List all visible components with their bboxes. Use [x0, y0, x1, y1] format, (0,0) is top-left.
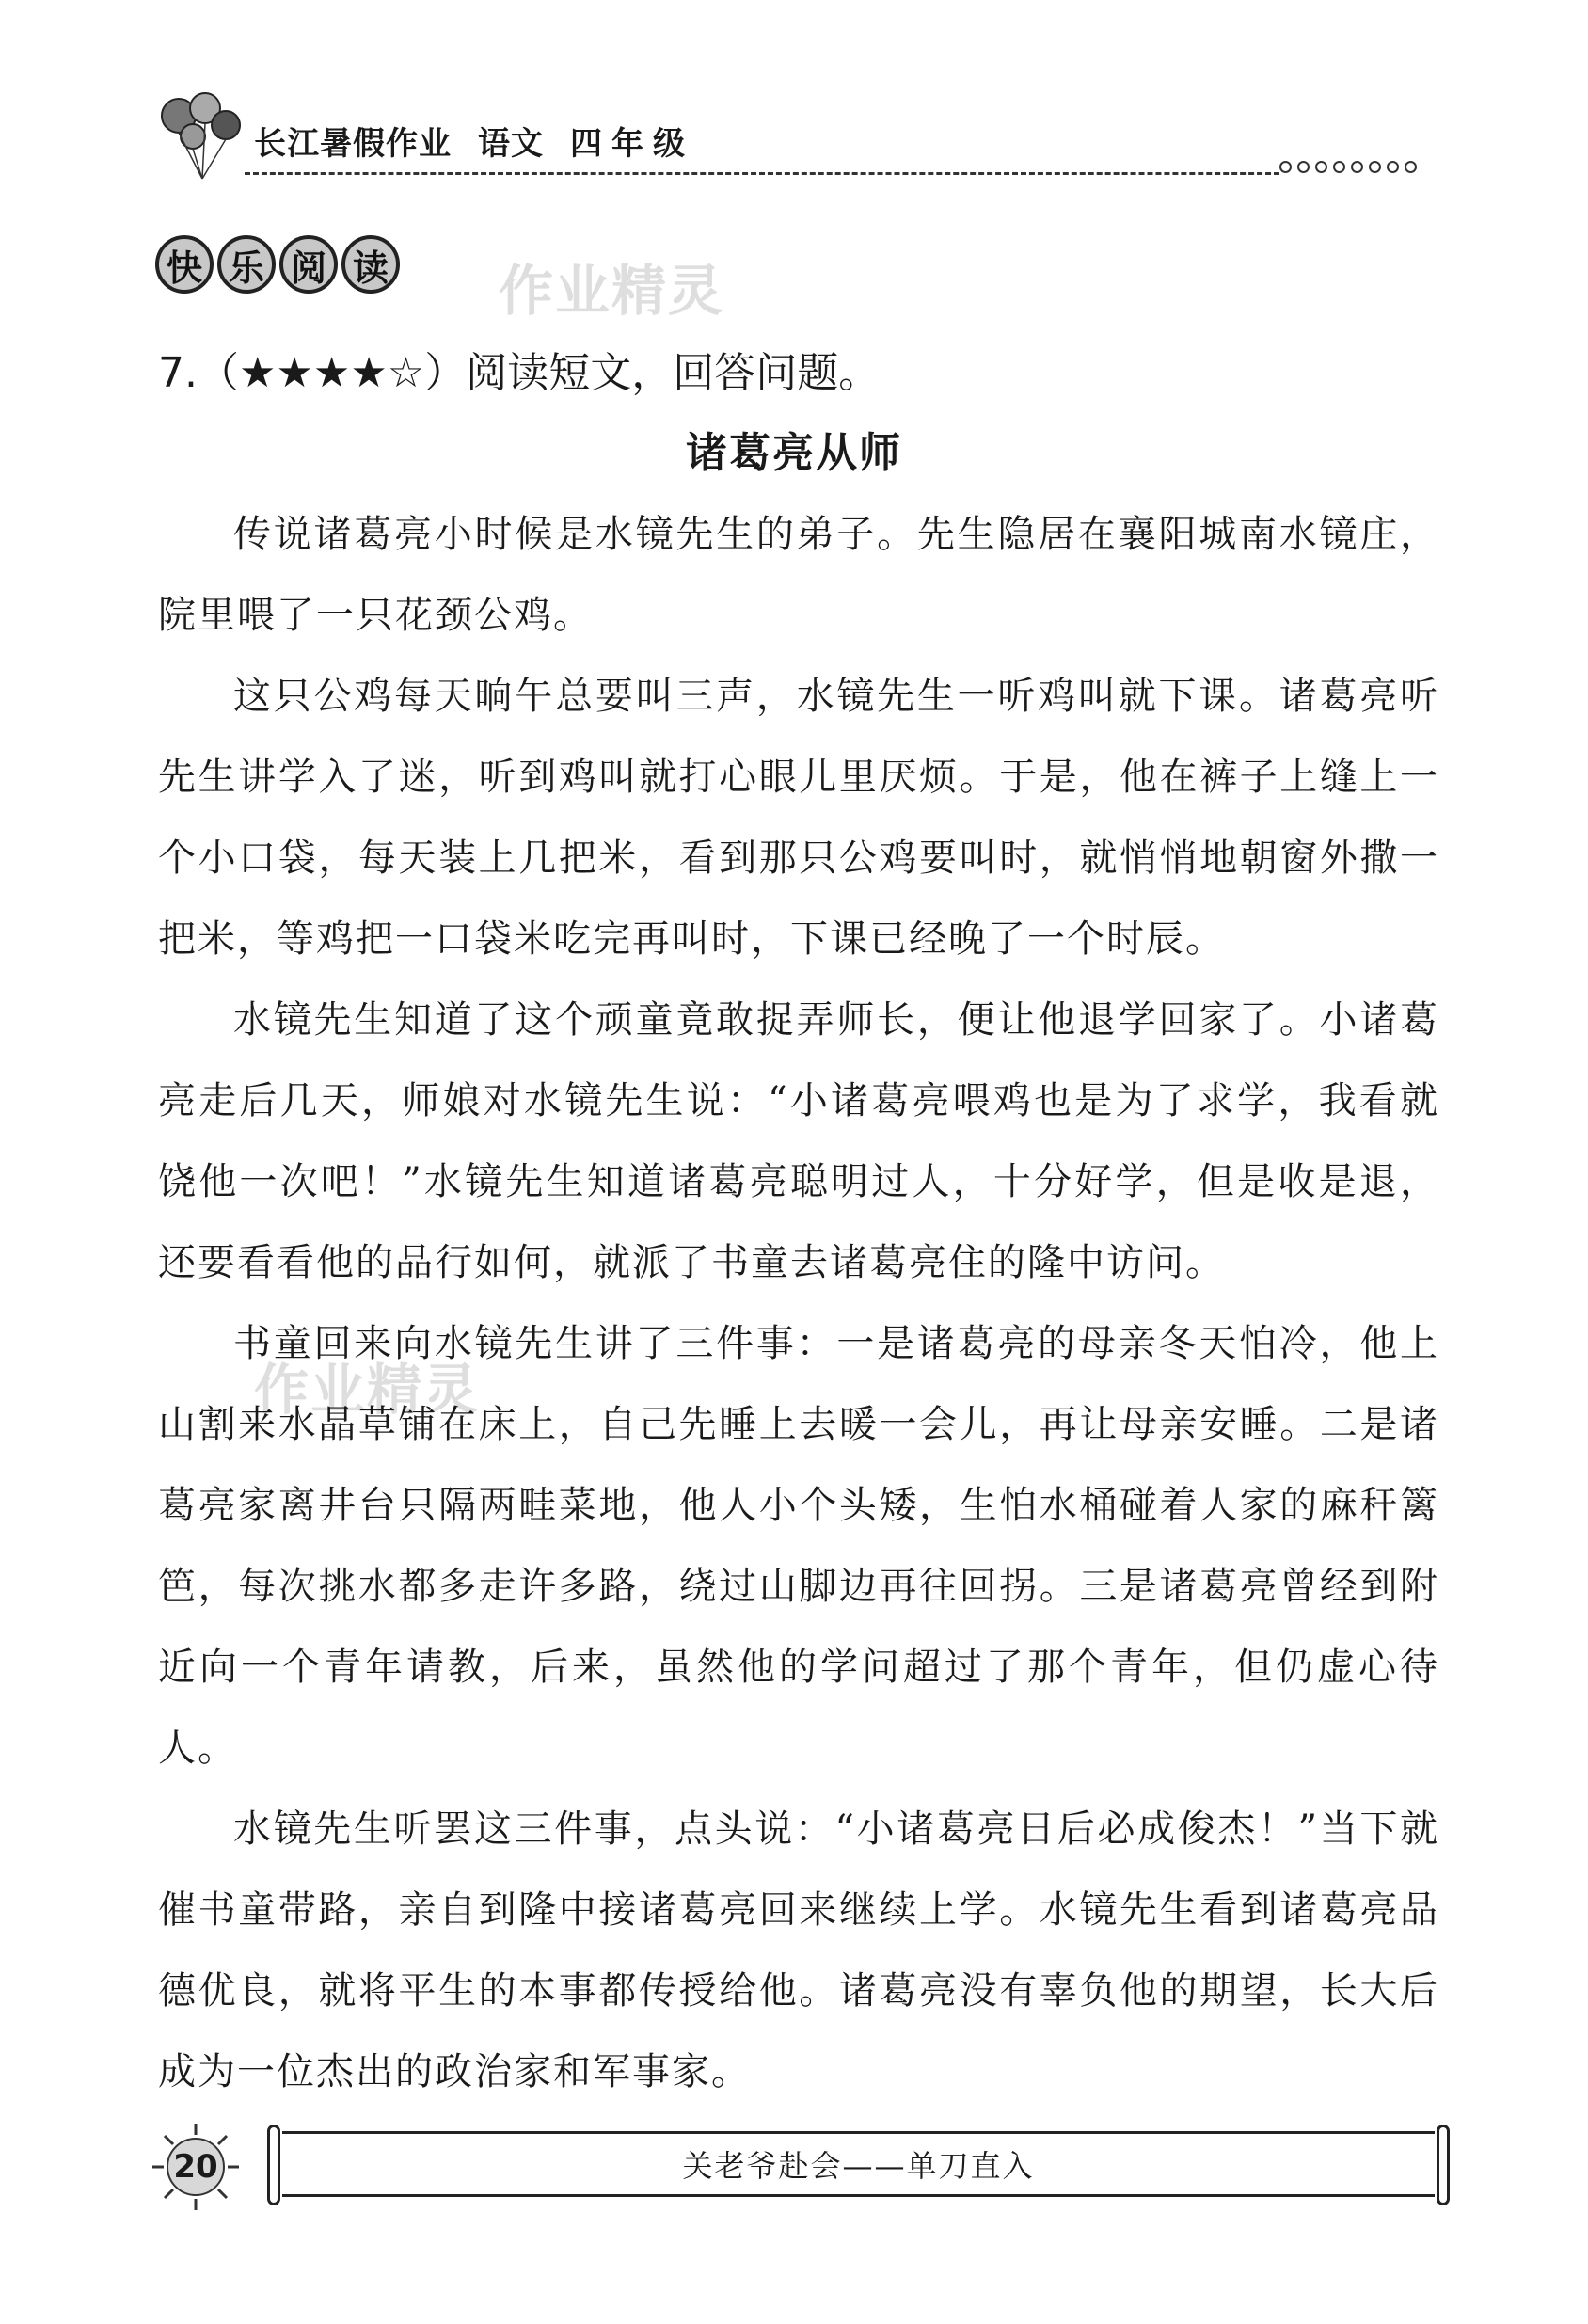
- balloons-icon: [151, 89, 254, 183]
- section-char: 阅: [279, 235, 338, 294]
- grade-label: 四年级: [570, 125, 694, 163]
- header-dots: [1279, 161, 1417, 173]
- page-header: [151, 89, 1439, 193]
- footer-proverb-scroll: [282, 2131, 1435, 2197]
- story-paragraph: 书童回来向水镜先生讲了三件事：一是诸葛亮的母亲冬天怕冷，他上山割来水晶草铺在床上，自己先睡上去暖一会儿，再让母亲安睡。二是诸葛亮家离井台只隔两畦菜地，他人小个头矮，生怕水桶碰着人家的麻秆篱笆，每次挑水都多走许多路，绕过山脚边再往回拐。三是诸葛亮曾经到附近向一个青年请教，后来，虽然他的学问超过了那个青年，但仍虚心待人。: [158, 1322, 1439, 1770]
- footer-proverb: 关老爷赴会——单刀直入: [682, 2148, 1035, 2184]
- header-divider: [245, 172, 1279, 175]
- section-char: 乐: [217, 235, 276, 294]
- header-title: [254, 118, 694, 164]
- story-paragraph: 水镜先生听罢这三件事，点头说：“小诸葛亮日后必成俊杰！”当下就催书童带路，亲自到隆中接诸葛亮回来继续上学。水镜先生看到诸葛亮品德优良，就将平生的本事都传授给他。诸葛亮没有辜负他的期望，长大后成为一位杰出的政治家和军事家。: [158, 1807, 1439, 2093]
- story-title: 诸葛亮从师: [686, 429, 902, 477]
- subject-label: 语文: [478, 125, 544, 163]
- book-title: 长江暑假作业: [254, 125, 452, 163]
- page-number: 20: [173, 2148, 218, 2186]
- section-char: 快: [155, 235, 214, 294]
- story-body: [158, 494, 1439, 2112]
- section-char: 读: [341, 235, 400, 294]
- watermark: 作业精灵: [254, 1358, 481, 1422]
- story-paragraph: 水镜先生知道了这个顽童竟敢捉弄师长，便让他退学回家了。小诸葛亮走后几天，师娘对水镜先生说：“小诸葛亮喂鸡也是为了求学，我看就饶他一次吧！”水镜先生知道诸葛亮聪明过人，十分好学，但是收是退，还要看看他的品行如何，就派了书童去诸葛亮住的隆中访问。: [158, 998, 1439, 1284]
- section-title-badge: [155, 235, 400, 294]
- page-footer: [151, 2122, 1439, 2197]
- story-paragraph: 传说诸葛亮小时候是水镜先生的弟子。先生隐居在襄阳城南水镜庄，院里喂了一只花颈公鸡。: [158, 513, 1439, 637]
- story-paragraph: 这只公鸡每天晌午总要叫三声，水镜先生一听鸡叫就下课。诸葛亮听先生讲学入了迷，听到鸡叫就打心眼儿里厌烦。于是，他在裤子上缝上一个小口袋，每天装上几把米，看到那只公鸡要叫时，就悄悄地朝窗外撒一把米，等鸡把一口袋米吃完再叫时，下课已经晚了一个时辰。: [158, 675, 1439, 961]
- watermark: 作业精灵: [499, 259, 725, 323]
- question-prompt: 7.（★★★★☆）阅读短文，回答问题。: [158, 349, 881, 397]
